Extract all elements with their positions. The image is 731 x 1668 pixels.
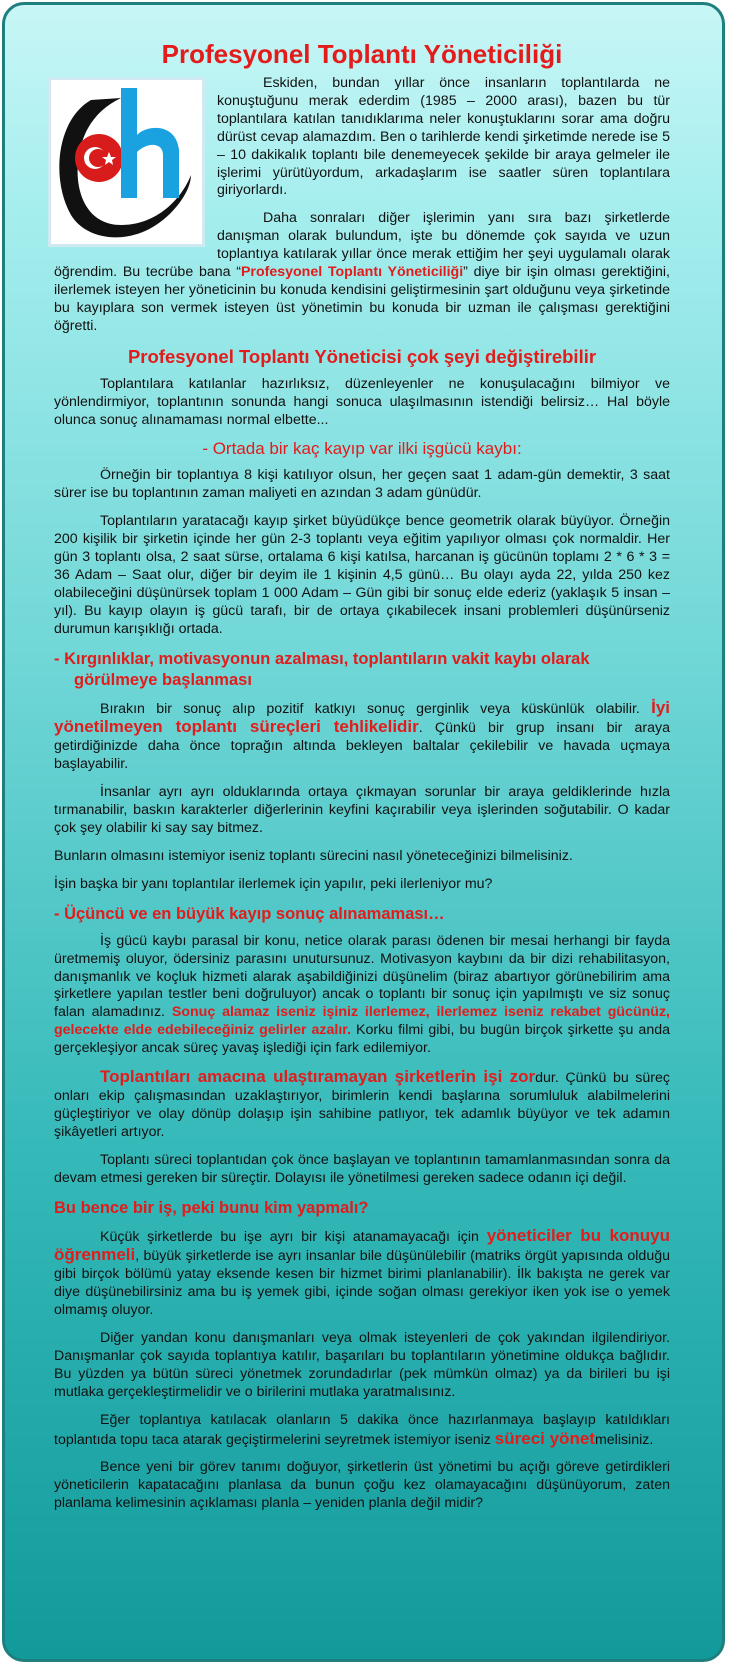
intro-paragraph-1: Eskiden, bundan yıllar önce insanların toplantılarda ne konuştuğunu merak ederdim (1985 – 2000 arası), bazen bu tür toplantılara katılan tanıdıklarıma neler konuştuklarını sorar ama doğru dürüst cevap alamazdım. Ben o tarihlerde kendi şirketimde nerede ise 5 – 10 dakikalık toplantı bile denemeyecek şekilde bir araya gelmeler ile işlerimi yürütüyordum, arkadaşlarım ise saatler süren toplantılara giriyorlardı. xyxy=(217,75,670,199)
page-title: Profesyonel Toplantı Yöneticiliği xyxy=(161,39,563,69)
body-text: . Çünkü bir grup insanı bir araya getirdiğinizde daha önce toprağın altında bekleyen baltalar çekilebilir ve havada uçmaya başlayabilir. xyxy=(54,720,670,773)
body-text: Küçük şirketlerde bu işe ayrı bir kişi atanamayacağı için xyxy=(100,1228,487,1245)
subheading: - Ortada bir kaç kayıp var ilki işgücü kaybı: xyxy=(202,439,522,459)
intro-text: Daha sonraları diğer işlerimin yanı sıra bazı şirketlerde danışman olarak bulundum, işte bu dönemde çok sayıda ve uzun toplantıya katılarak yıllar önce merak ettiğim her şeyi uygulamalı olarak öğrendim. Bu tecrübe bana “ xyxy=(54,210,670,281)
intro-text: ” diye bir işin olması gerektiğini, ilerlemek isteyen her yöneticinin bu konuda kendisini geliştirmesinin şart olduğunu veya şirketinde bu kayıplara son vermek isteyen üst yönetimin bu konuda bir uzman ile çalışması gerektiğini öğretti. xyxy=(54,264,671,334)
body-text: Bırakın bir sonuç alıp pozitif katkıyı sonuç gerginlik veya küskünlük olabilir. xyxy=(100,700,652,717)
paragraph: Toplantıların yaratacağı kayıp şirket büyüdükçe bence geometrik olarak büyüyor. Örneğin 200 kişilik bir şirketin içinde her gün 2-3 toplantı veya eğitim yapılıyor olması çok normaldir. Her gün 3 toplantı olsa, 2 saat sürse, ortalama 6 kişi katılsa, harcanan iş gücünün toplamı 2 * 6 * 3 = 36 Adam – Saat olur, diğer bir deyim ile 1 kişinin 4,5 günü… Bu olayı ayda 22, yılda 250 kez olabileceğini düşünürsek toplam 1 000 Adam – Gün gibi bir sonuç elde ederiz (yaklaşık 5 insan – yıl). Bu kayıp olayın iş gücü tarafı, bir de ortaya çıkabilecek insani problemleri düşünürseniz durumun karışıklığı ortada. xyxy=(54,513,670,637)
paragraph: Toplantı süreci toplantıdan çok önce başlayan ve toplantının tamamlanmasından sonra da devam etmesi gereken bir süreçtir. Dolayısı ile yönetilmesi gereken sadece odanın içi değil. xyxy=(54,1151,670,1186)
paragraph: Bence yeni bir görev tanımı doğuyor, şirketlerin üst yönetimi bu açığı göreve getirdikleri yöneticilerin kapatacağını planlasa da bunun çoğu kez olamayacağını düşünüyorum, zaten planlama kelimesinin açıklaması planla – yeniden planla değil midir? xyxy=(54,1459,670,1512)
highlight-text: İyi yönetilmeyen toplantı süreçleri tehlikelidir xyxy=(54,697,670,737)
logo-image xyxy=(48,77,205,247)
paragraph: İşin başka bir yanı toplantılar ilerlemek için yapılır, peki ilerleniyor mu? xyxy=(54,875,493,892)
highlight-text: Toplantıları amacına ulaştıramayan şirketlerin işi zor xyxy=(100,1067,536,1087)
section-heading: Bu bence bir iş, peki bunu kim yapmalı? xyxy=(54,1198,369,1217)
paragraph: Diğer yandan konu danışmanları veya olmak isteyenleri de çok yakından ilgilendiriyor. Danışmanlar çok sayıda toplantıya katılır, başarıları bu toplantıların yönetimine oldukça bağlıdır. Bu yüzden ya bütün süreci yönetmek zorundadırlar (pek mümkün olmaz) ya da birileri bu işi mutlaka gerçekleştirmelidir ve o birilerini mutlaka yaratmalısınız. xyxy=(54,1330,670,1400)
section-heading: - Kırgınlıklar, motivasyonun azalması, toplantıların vakit kaybı olarak görülmeye başlanması xyxy=(54,649,590,689)
paragraph: İnsanlar ayrı ayrı olduklarında ortaya çıkmayan sorunlar bir araya geldiklerinde hızla tırmanabilir, baskın karakterler diğerlerinin keyfini kaçırabilir veya işlerinden soğutabilir. O kadar çok şey olabilir ki say say bitmez. xyxy=(54,784,670,836)
article-body xyxy=(54,39,670,1523)
paragraph xyxy=(54,699,670,775)
highlight-text: Sonuç alamaz iseniz işiniz ilerlemez, ilerlemez iseniz rekabet gücünüz, gelecekte elde edebileceğiniz gelirler azalır. xyxy=(54,1004,670,1039)
body-text: melisiniz. xyxy=(594,1431,654,1448)
paragraph xyxy=(54,1068,670,1142)
body-text: Korku filmi gibi, bu bugün birçok şirkette şu anda gerçekleşiyor ancak süreç yavaş işlediği için fark edilemiyor. xyxy=(54,1022,670,1057)
highlight-text: süreci yönet xyxy=(494,1428,595,1448)
paragraph xyxy=(54,933,670,1058)
highlight-text: Profesyonel Toplantı Yöneticiliği xyxy=(240,264,464,281)
article-card xyxy=(2,2,725,1662)
paragraph: Bunların olmasını istemiyor iseniz toplantı sürecini nasıl yöneteceğinizi bilmelisiniz. xyxy=(54,847,573,864)
body-text: dur. Çünkü bu süreç onları ekip çalışmasından uzaklaştırıyor, birimlerin kendi başlarına sorumluluk alabilmelerini güçleştiriyor ve olay dönüp dolaşıp işin sahibine patlıyor, tek adamlık büyüyor ve tek adamın şikâyetleri artıyor. xyxy=(54,1070,670,1140)
paragraph: Örneğin bir toplantıya 8 kişi katılıyor olsun, her geçen saat 1 adam-gün demektir, 3 saat sürer ise bu toplantının zaman maliyeti en azından 3 adam günüdür. xyxy=(54,467,670,502)
body-text: İş gücü kaybı parasal bir konu, netice olarak parası ödenen bir mesai herhangi bir fayda üretmemiş oluyor, ödersiniz parasını unutursunuz. Motivasyon kaybını da bir dizi rehabilitasyon, danışmanlık ve koçluk hizmeti alarak aşabildiğinizi düşünelim (biraz abartıyor görünebilirim ama şirketlere yapılan testler beni doğruluyor) ancak o toplantı bir sonuç için yapılmıştı ve siz sonuç falan alamadınız. xyxy=(54,932,670,1021)
highlight-text: yöneticiler bu konuyu öğrenmeli xyxy=(54,1225,670,1265)
paragraph xyxy=(54,1227,670,1321)
body-text: Eğer toplantıya katılacak olanların 5 dakika önce hazırlanmaya başlayıp katıldıkları toplantıda topu taca atarak geçiştirmelerini seyretmek istemiyor iseniz xyxy=(54,1411,670,1448)
body-text: , büyük şirketlerde ise ayrı insanlar bile düşünülebilir (matriks örgüt yapısında olduğu gibi birçok bölümü yatay eksende kesen bir hizmet birimi planlanabilir). İlk bakışta ne gerek var diye düşünebilirsiniz ama bu iş yemek gibi, içinde soğan olması gerekiyor iken yok ise o yemek olmamış oluyor. xyxy=(54,1248,670,1319)
section-heading: Profesyonel Toplantı Yöneticisi çok şeyi değiştirebilir xyxy=(127,345,597,367)
section-heading: - Üçüncü ve en büyük kayıp sonuç alınamaması… xyxy=(54,904,445,923)
paragraph xyxy=(54,1412,670,1450)
oh-logo-icon xyxy=(51,80,202,244)
paragraph: Toplantılara katılanlar hazırlıksız, düzenleyenler ne konuşulacağını bilmiyor ve yönlendirmiyor, toplantının sonunda hangi sonuca ulaşılmasının istendiği belirsiz… Hal böyle olunca sonuç alınamaması normal elbette... xyxy=(54,375,670,428)
